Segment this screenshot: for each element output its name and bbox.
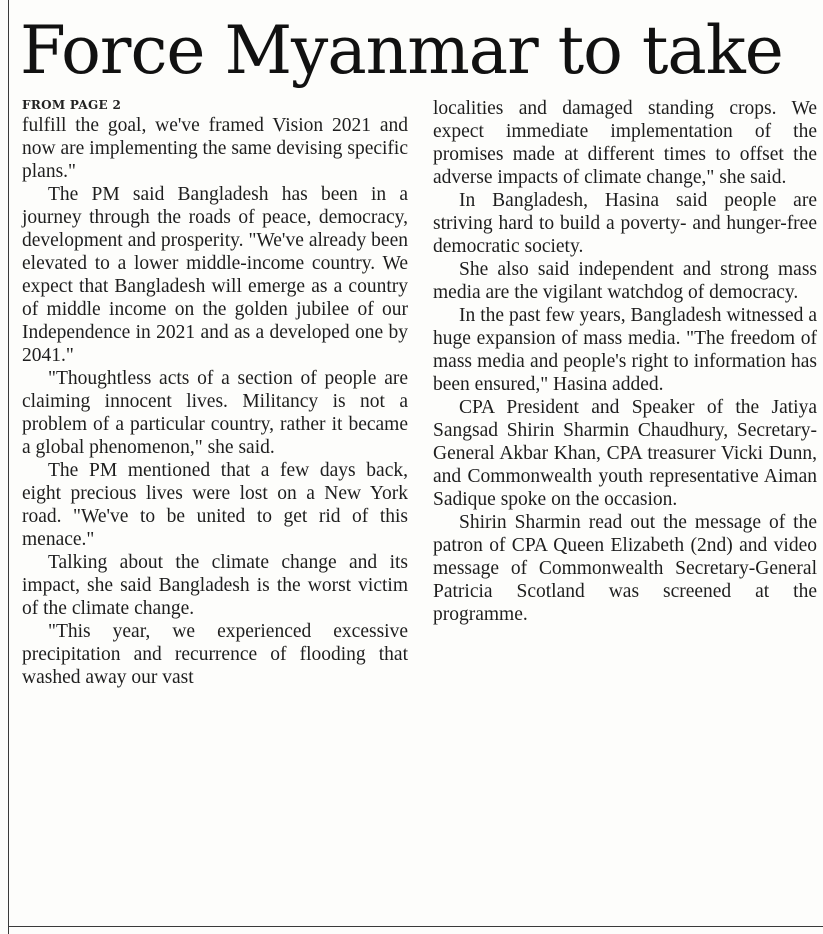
paragraph: fulfill the goal, we've framed Vision 2021 and now are implementing the same devising specific plans."	[22, 115, 408, 182]
paragraph: In Bangladesh, Hasina said people are striving hard to build a poverty- and hunger-free democratic society.	[433, 190, 817, 257]
paragraph: CPA President and Speaker of the Jatiya Sangsad Shirin Sharmin Chaudhury, Secretary-General Akbar Khan, CPA treasurer Vicki Dunn, and Commonwealth youth representative Aiman Sadique spoke on the occasion.	[433, 397, 817, 510]
paragraph: She also said independent and strong mass media are the vigilant watchdog of democracy.	[433, 259, 817, 303]
article-column-left	[22, 97, 408, 689]
paragraph: The PM said Bangladesh has been in a journey through the roads of peace, democracy, development and prosperity. "We've already been elevated to a lower middle-income country. We expect that Bangladesh will emerge as a country of middle income on the golden jubilee of our Independence in 2021 and as a developed one by 2041."	[22, 184, 408, 366]
headline: Force Myanmar to take	[20, 12, 783, 89]
bottom-rule	[8, 926, 823, 927]
paragraph: Talking about the climate change and its impact, she said Bangladesh is the worst victim of the climate change.	[22, 552, 408, 619]
paragraph: localities and damaged standing crops. We expect immediate implementation of the promises made at different times to offset the adverse impacts of climate change," she said.	[433, 98, 817, 188]
paragraph: Shirin Sharmin read out the message of the patron of CPA Queen Elizabeth (2nd) and video message of Commonwealth Secretary-General Patricia Scotland was screened at the programme.	[433, 512, 817, 625]
paragraph: "Thoughtless acts of a section of people are claiming innocent lives. Militancy is not a problem of a particular country, rather it became a global phenomenon," she said.	[22, 368, 408, 458]
paragraph: In the past few years, Bangladesh witnessed a huge expansion of mass media. "The freedom of mass media and people's right to information has been ensured," Hasina added.	[433, 305, 817, 395]
paragraph: The PM mentioned that a few days back, eight precious lives were lost on a New York road. "We've to be united to get rid of this menace."	[22, 460, 408, 550]
paragraph: "This year, we experienced excessive precipitation and recurrence of flooding that washed away our vast	[22, 621, 408, 688]
continued-from-label: FROM PAGE 2	[22, 98, 122, 112]
left-column-rule	[8, 0, 9, 934]
article-column-right	[433, 97, 817, 626]
